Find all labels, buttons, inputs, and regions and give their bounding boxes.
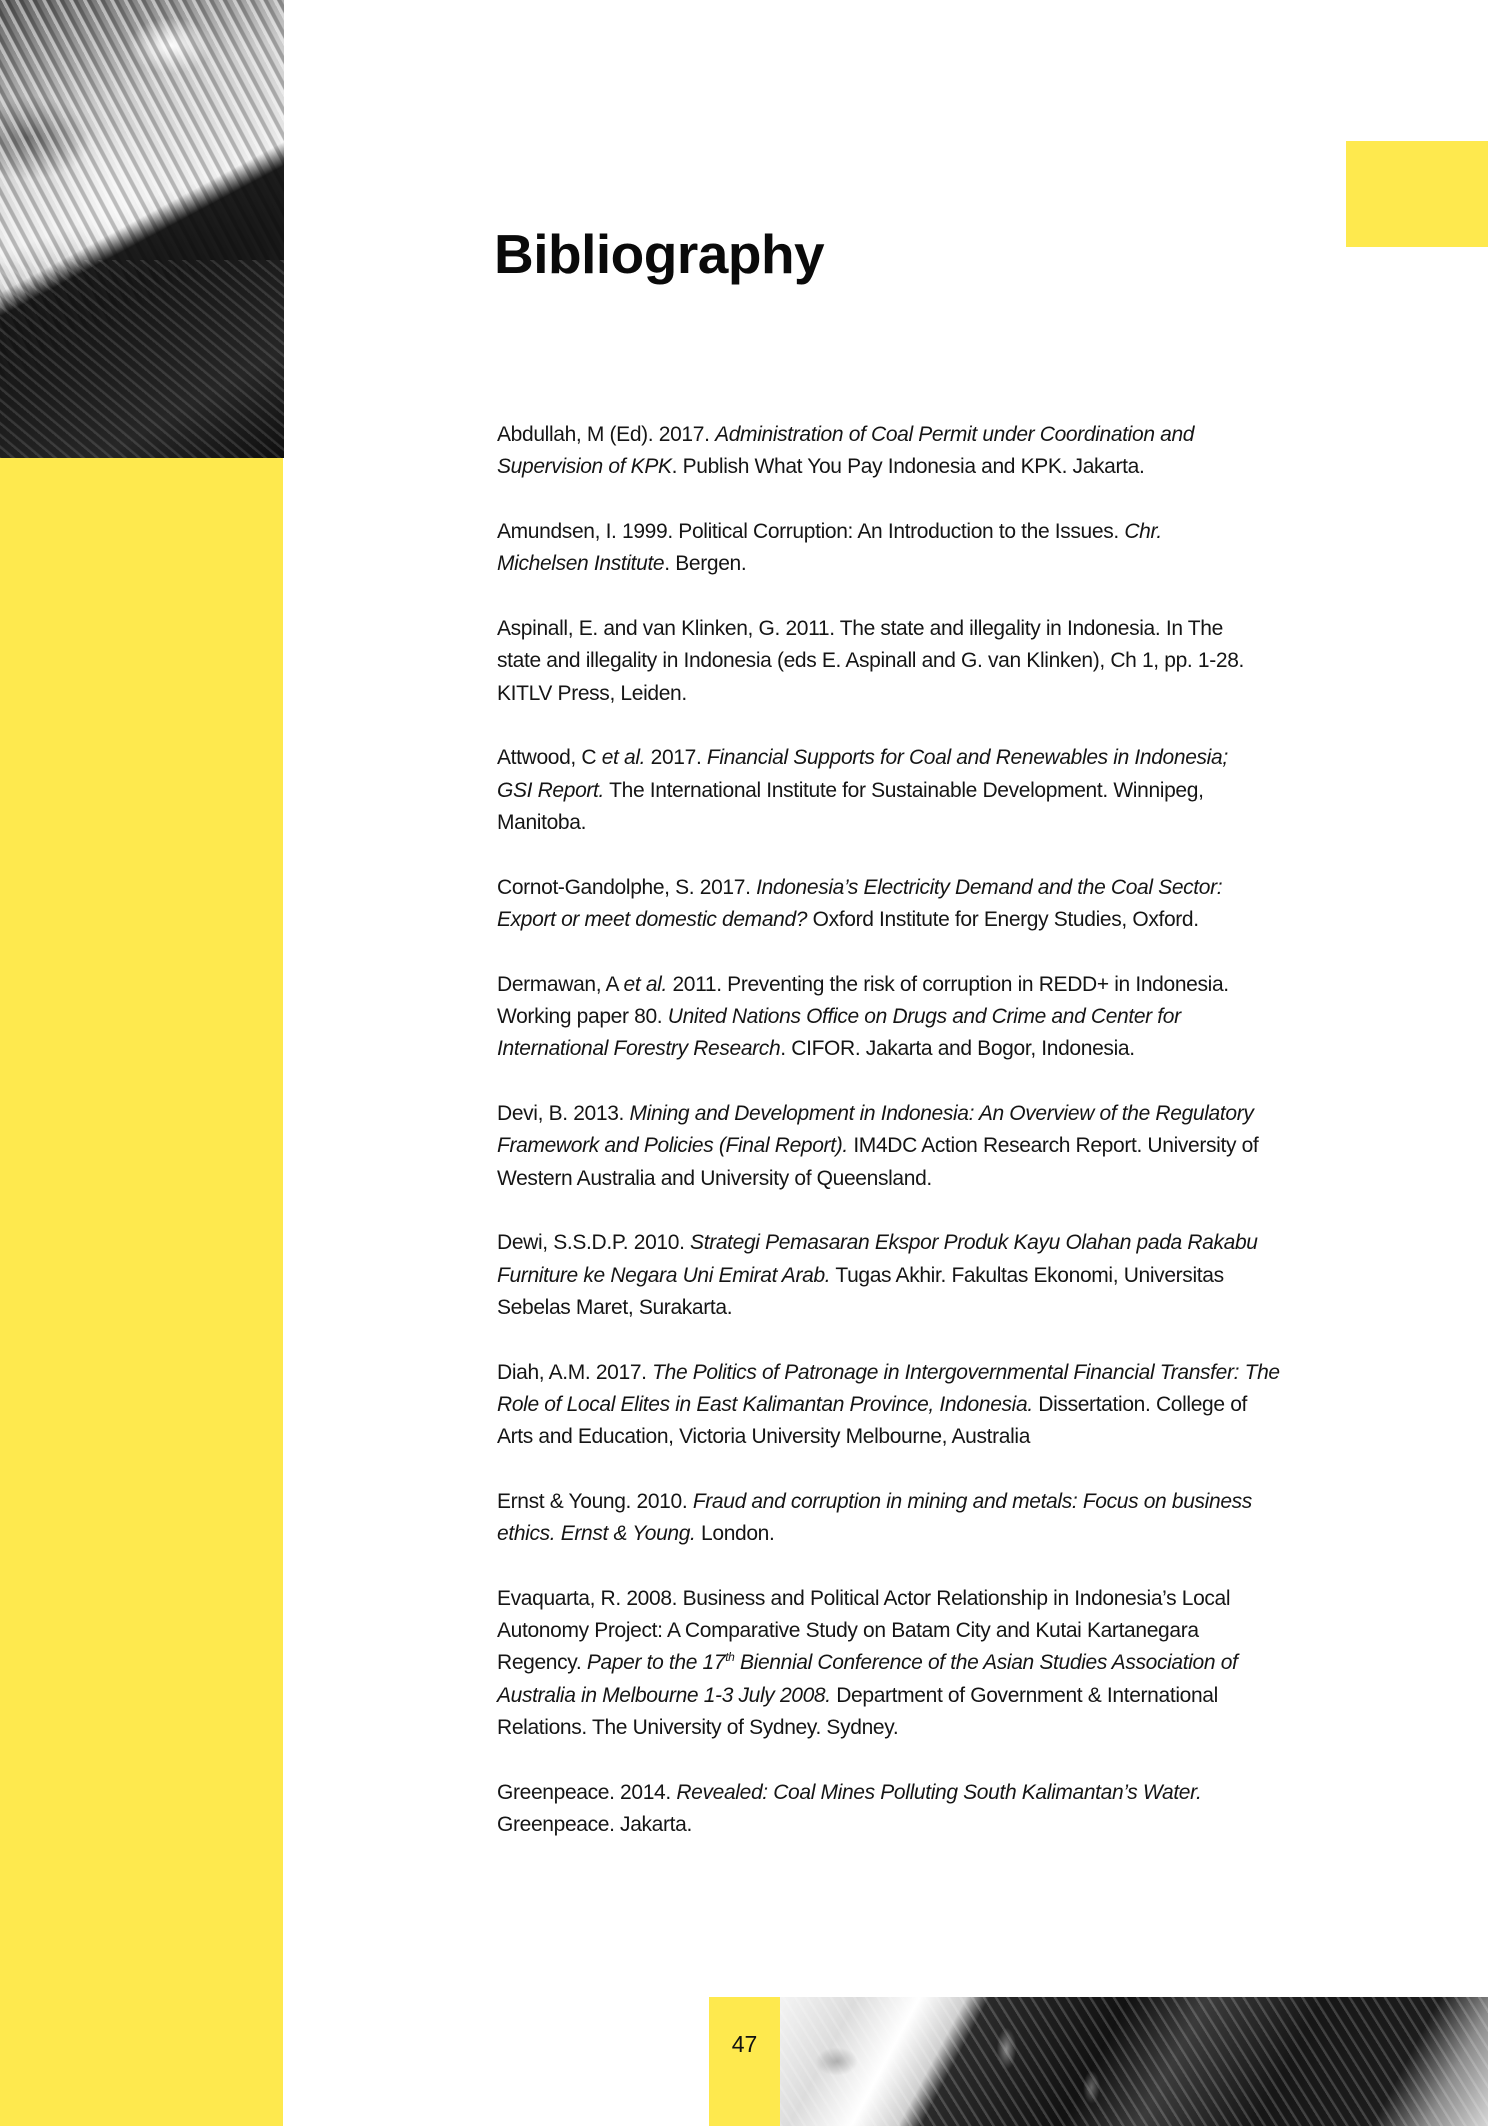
citation-text: Devi, B. 2013.	[497, 1101, 630, 1125]
bibliography-entry	[497, 419, 1457, 484]
bibliography-entry	[497, 1098, 1457, 1195]
entry-line	[497, 548, 1457, 580]
entry-line	[497, 645, 1457, 677]
citation-text: 2011. Preventing the risk of corruption in REDD+ in Indonesia.	[666, 972, 1229, 996]
italic-title-text: Financial Supports for Coal and Renewables in Indonesia;	[706, 746, 1228, 770]
top-right-yellow-block	[1346, 141, 1488, 247]
superscript-text: th	[725, 1650, 735, 1665]
entry-line	[497, 1712, 1457, 1744]
italic-title-text: ethics. Ernst & Young.	[497, 1522, 696, 1546]
entry-line	[497, 775, 1457, 807]
entry-line	[497, 1809, 1457, 1841]
entry-line	[497, 1777, 1457, 1809]
italic-title-text: Role of Local Elites in East Kalimantan Province, Indonesia.	[497, 1392, 1033, 1416]
bibliography-entry	[497, 1777, 1457, 1842]
citation-text: Greenpeace. 2014.	[497, 1780, 677, 1804]
entry-line	[497, 613, 1457, 645]
photo-texture-detail	[780, 1997, 1488, 2126]
italic-title-text: Revealed: Coal Mines Polluting South Kalimantan’s Water.	[676, 1780, 1202, 1804]
entry-line	[497, 419, 1457, 451]
bibliography-list	[497, 419, 1457, 1874]
italic-title-text: Mining and Development in Indonesia: An Overview of the Regulatory	[629, 1101, 1254, 1125]
citation-text: Manitoba.	[497, 810, 587, 834]
entry-line	[497, 1421, 1457, 1453]
entry-line	[497, 742, 1457, 774]
italic-title-text: The Politics of Patronage in Intergovernmental Financial Transfer: The	[652, 1360, 1280, 1384]
entry-line	[497, 1583, 1457, 1615]
entry-line	[497, 1227, 1457, 1259]
bibliography-entry	[497, 1357, 1457, 1454]
italic-title-text: Framework and Policies (Final Report).	[497, 1134, 848, 1158]
left-yellow-bar	[0, 458, 283, 2126]
citation-text: Working paper 80.	[497, 1004, 668, 1028]
entry-line	[497, 678, 1457, 710]
italic-title-text: Supervision of KPK	[497, 455, 672, 479]
entry-line	[497, 1357, 1457, 1389]
entry-line	[497, 872, 1457, 904]
bibliography-entry	[497, 969, 1457, 1066]
entry-line	[497, 1098, 1457, 1130]
citation-text: Attwood, C	[497, 746, 602, 770]
entry-line	[497, 1486, 1457, 1518]
bibliography-entry	[497, 742, 1457, 839]
photo-dark-region	[0, 260, 284, 458]
citation-text: Department of Government & International	[830, 1683, 1218, 1707]
citation-text: London.	[695, 1522, 775, 1546]
citation-text: Dermawan, A	[497, 972, 624, 996]
citation-text: Ernst & Young. 2010.	[497, 1489, 693, 1513]
citation-text: Regency.	[497, 1651, 587, 1675]
citation-text: Western Australia and University of Queensland.	[497, 1166, 932, 1190]
bibliography-entry	[497, 1583, 1457, 1745]
citation-text: state and illegality in Indonesia (eds E. Aspinall and G. van Klinken), Ch 1, pp. 1-28.	[497, 649, 1245, 673]
italic-title-text: International Forestry Research	[497, 1037, 781, 1061]
italic-title-text: Strategi Pemasaran Ekspor Produk Kayu Olahan pada Rakabu	[690, 1231, 1258, 1255]
citation-text: . CIFOR. Jakarta and Bogor, Indonesia.	[780, 1037, 1135, 1061]
page-number: 47	[731, 2031, 758, 2057]
italic-title-text: GSI Report.	[497, 778, 605, 802]
citation-text: . Publish What You Pay Indonesia and KPK. Jakarta.	[671, 455, 1145, 479]
italic-title-text: Fraud and corruption in mining and metals: Focus on business	[692, 1489, 1252, 1513]
citation-text: Dissertation. College of	[1032, 1392, 1248, 1416]
citation-text: Abdullah, M (Ed). 2017.	[497, 423, 716, 446]
entry-line	[497, 807, 1457, 839]
entry-line	[497, 516, 1457, 548]
citation-text: Oxford Institute for Energy Studies, Oxford.	[807, 907, 1199, 931]
italic-title-text: Export or meet domestic demand?	[497, 907, 808, 931]
citation-text: KITLV Press, Leiden.	[497, 681, 687, 705]
entry-line	[497, 1130, 1457, 1162]
entry-line	[497, 1680, 1457, 1712]
entry-line	[497, 1033, 1457, 1065]
citation-text: Aspinall, E. and van Klinken, G. 2011. The state and illegality in Indonesia. In The	[497, 616, 1223, 640]
entry-line	[497, 1163, 1457, 1195]
italic-title-text: Paper to the 17	[586, 1651, 726, 1675]
citation-text: IM4DC Action Research Report. University of	[847, 1134, 1259, 1158]
citation-text: Autonomy Project: A Comparative Study on Batam City and Kutai Kartanegara	[497, 1619, 1199, 1643]
citation-text: The International Institute for Sustainable Development. Winnipeg,	[604, 778, 1204, 802]
bibliography-entry	[497, 516, 1457, 581]
citation-text: Sebelas Maret, Surakarta.	[497, 1295, 733, 1319]
bibliography-entry	[497, 1486, 1457, 1551]
bibliography-entry	[497, 1227, 1457, 1324]
italic-title-text: Furniture ke Negara Uni Emirat Arab.	[497, 1263, 831, 1287]
page-title: Bibliography	[494, 223, 825, 285]
footer-photo-rock-texture	[780, 1997, 1488, 2126]
italic-title-text: Administration of Coal Permit under Coordination and	[715, 423, 1195, 446]
entry-line	[497, 1389, 1457, 1421]
entry-line	[497, 904, 1457, 936]
italic-title-text: Chr.	[1124, 519, 1162, 543]
entry-line	[497, 1292, 1457, 1324]
header-photo-rock-texture	[0, 0, 284, 458]
citation-text: Evaquarta, R. 2008. Business and Political Actor Relationship in Indonesia’s Local	[497, 1586, 1231, 1610]
citation-text: Greenpeace. Jakarta.	[497, 1813, 692, 1837]
entry-line	[497, 1260, 1457, 1292]
italic-title-text: Michelsen Institute	[497, 552, 665, 576]
citation-text: Amundsen, I. 1999. Political Corruption: An Introduction to the Issues.	[497, 519, 1125, 543]
page-number-box	[709, 1997, 780, 2126]
italic-title-text: Biennial Conference of the Asian Studies Association of	[734, 1651, 1238, 1675]
citation-text: Diah, A.M. 2017.	[497, 1360, 653, 1384]
entry-line	[497, 451, 1457, 483]
entry-line	[497, 1518, 1457, 1550]
italic-title-text: et al.	[601, 746, 646, 770]
citation-text: Dewi, S.S.D.P. 2010.	[497, 1231, 691, 1255]
italic-title-text: et al.	[623, 972, 667, 996]
entry-line	[497, 1615, 1457, 1647]
entry-line	[497, 969, 1457, 1001]
citation-text: Cornot-Gandolphe, S. 2017.	[497, 875, 757, 899]
italic-title-text: United Nations Office on Drugs and Crime and Center for	[667, 1004, 1181, 1028]
citation-text: Arts and Education, Victoria University Melbourne, Australia	[497, 1425, 1031, 1449]
citation-text: Relations. The University of Sydney. Sydney.	[497, 1716, 899, 1740]
entry-line	[497, 1001, 1457, 1033]
citation-text: 2017.	[645, 746, 707, 770]
italic-title-text: Indonesia’s Electricity Demand and the Coal Sector:	[756, 875, 1223, 899]
citation-text: . Bergen.	[664, 552, 747, 576]
italic-title-text: Australia in Melbourne 1-3 July 2008.	[497, 1683, 831, 1707]
entry-line	[497, 1647, 1457, 1679]
citation-text: Tugas Akhir. Fakultas Ekonomi, Universitas	[830, 1263, 1224, 1287]
bibliography-entry	[497, 613, 1457, 710]
bibliography-entry	[497, 872, 1457, 937]
